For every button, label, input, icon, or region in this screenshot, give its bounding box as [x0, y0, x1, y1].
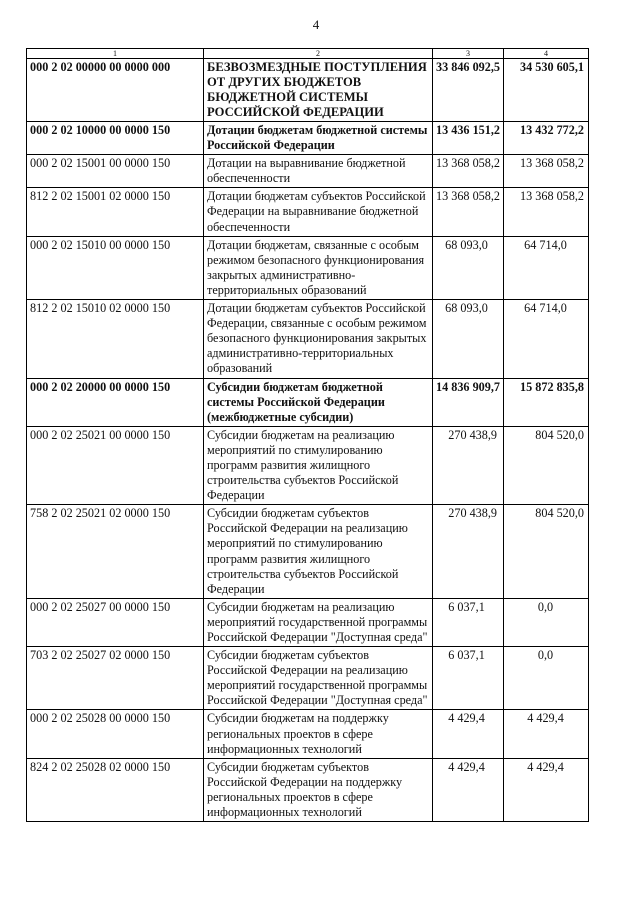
budget-classification-code: 000 2 02 20000 00 0000 150	[27, 378, 204, 426]
amount-year-2: 0,0	[504, 598, 589, 646]
table-row	[27, 59, 589, 122]
revenue-item-name: Субсидии бюджетам субъектов Российской Федерации на поддержку региональных проектов в сфере информационных технологий	[204, 758, 433, 821]
amount-year-1: 33 846 092,5	[433, 59, 504, 122]
amount-year-1: 6 037,1	[433, 647, 504, 710]
amount-year-1: 13 436 151,2	[433, 122, 504, 155]
amount-year-1: 13 368 058,2	[433, 188, 504, 236]
table-row	[27, 300, 589, 378]
table-row	[27, 426, 589, 504]
column-number-header-row	[27, 49, 589, 59]
revenue-item-name: Субсидии бюджетам субъектов Российской Федерации на реализацию мероприятий по стимулированию программ развития жилищного строительства субъектов Российской Федерации	[204, 505, 433, 599]
budget-classification-code: 703 2 02 25027 02 0000 150	[27, 647, 204, 710]
amount-year-2: 13 368 058,2	[504, 155, 589, 188]
revenue-item-name: Субсидии бюджетам субъектов Российской Федерации на реализацию мероприятий государственной программы Российской Федерации "Доступная среда"	[204, 647, 433, 710]
page-number: 4	[312, 17, 320, 32]
amount-year-2: 13 368 058,2	[504, 188, 589, 236]
amount-year-2: 15 872 835,8	[504, 378, 589, 426]
amount-year-2: 0,0	[504, 647, 589, 710]
budget-revenue-table	[26, 48, 589, 822]
revenue-item-name: Дотации бюджетам субъектов Российской Федерации на выравнивание бюджетной обеспеченности	[204, 188, 433, 236]
budget-classification-code: 000 2 02 25027 00 0000 150	[27, 598, 204, 646]
amount-year-2: 4 429,4	[504, 758, 589, 821]
budget-classification-code: 000 2 02 25021 00 0000 150	[27, 426, 204, 504]
budget-classification-code: 758 2 02 25021 02 0000 150	[27, 505, 204, 599]
amount-year-1: 14 836 909,7	[433, 378, 504, 426]
revenue-item-name: Дотации бюджетам бюджетной системы Российской Федерации	[204, 122, 433, 155]
revenue-item-name: Дотации бюджетам, связанные с особым режимом безопасного функционирования закрытых административно-территориальных образований	[204, 236, 433, 299]
amount-year-2: 13 432 772,2	[504, 122, 589, 155]
budget-classification-code: 000 2 02 25028 00 0000 150	[27, 710, 204, 758]
table-row	[27, 647, 589, 710]
amount-year-1: 270 438,9	[433, 505, 504, 599]
column-number-2: 2	[204, 49, 433, 59]
amount-year-1: 4 429,4	[433, 710, 504, 758]
amount-year-1: 4 429,4	[433, 758, 504, 821]
revenue-item-name: Субсидии бюджетам бюджетной системы Российской Федерации (межбюджетные субсидии)	[204, 378, 433, 426]
table-row	[27, 710, 589, 758]
amount-year-2: 804 520,0	[504, 505, 589, 599]
budget-classification-code: 824 2 02 25028 02 0000 150	[27, 758, 204, 821]
amount-year-1: 68 093,0	[433, 236, 504, 299]
revenue-item-name: БЕЗВОЗМЕЗДНЫЕ ПОСТУПЛЕНИЯ ОТ ДРУГИХ БЮДЖЕТОВ БЮДЖЕТНОЙ СИСТЕМЫ РОССИЙСКОЙ ФЕДЕРАЦИИ	[204, 59, 433, 122]
amount-year-2: 804 520,0	[504, 426, 589, 504]
table-row	[27, 122, 589, 155]
budget-classification-code: 812 2 02 15001 02 0000 150	[27, 188, 204, 236]
budget-classification-code: 000 2 02 15001 00 0000 150	[27, 155, 204, 188]
column-number-1: 1	[27, 49, 204, 59]
amount-year-1: 270 438,9	[433, 426, 504, 504]
table-row	[27, 188, 589, 236]
column-number-3: 3	[433, 49, 504, 59]
budget-classification-code: 812 2 02 15010 02 0000 150	[27, 300, 204, 378]
table-row	[27, 236, 589, 299]
amount-year-1: 6 037,1	[433, 598, 504, 646]
revenue-item-name: Дотации на выравнивание бюджетной обеспеченности	[204, 155, 433, 188]
amount-year-2: 34 530 605,1	[504, 59, 589, 122]
table-row	[27, 505, 589, 599]
revenue-item-name: Субсидии бюджетам на реализацию мероприятий государственной программы Российской Федерации "Доступная среда"	[204, 598, 433, 646]
table-row	[27, 758, 589, 821]
table-row	[27, 598, 589, 646]
revenue-item-name: Дотации бюджетам субъектов Российской Федерации, связанные с особым режимом безопасного функционирования закрытых административно-территориальных образований	[204, 300, 433, 378]
table-row	[27, 378, 589, 426]
budget-classification-code: 000 2 02 15010 00 0000 150	[27, 236, 204, 299]
amount-year-1: 13 368 058,2	[433, 155, 504, 188]
amount-year-2: 4 429,4	[504, 710, 589, 758]
table-row	[27, 155, 589, 188]
amount-year-2: 64 714,0	[504, 300, 589, 378]
revenue-item-name: Субсидии бюджетам на реализацию мероприятий по стимулированию программ развития жилищного строительства субъектов Российской Федерации	[204, 426, 433, 504]
amount-year-2: 64 714,0	[504, 236, 589, 299]
budget-classification-code: 000 2 02 00000 00 0000 000	[27, 59, 204, 122]
column-number-4: 4	[504, 49, 589, 59]
budget-classification-code: 000 2 02 10000 00 0000 150	[27, 122, 204, 155]
revenue-item-name: Субсидии бюджетам на поддержку региональных проектов в сфере информационных технологий	[204, 710, 433, 758]
amount-year-1: 68 093,0	[433, 300, 504, 378]
